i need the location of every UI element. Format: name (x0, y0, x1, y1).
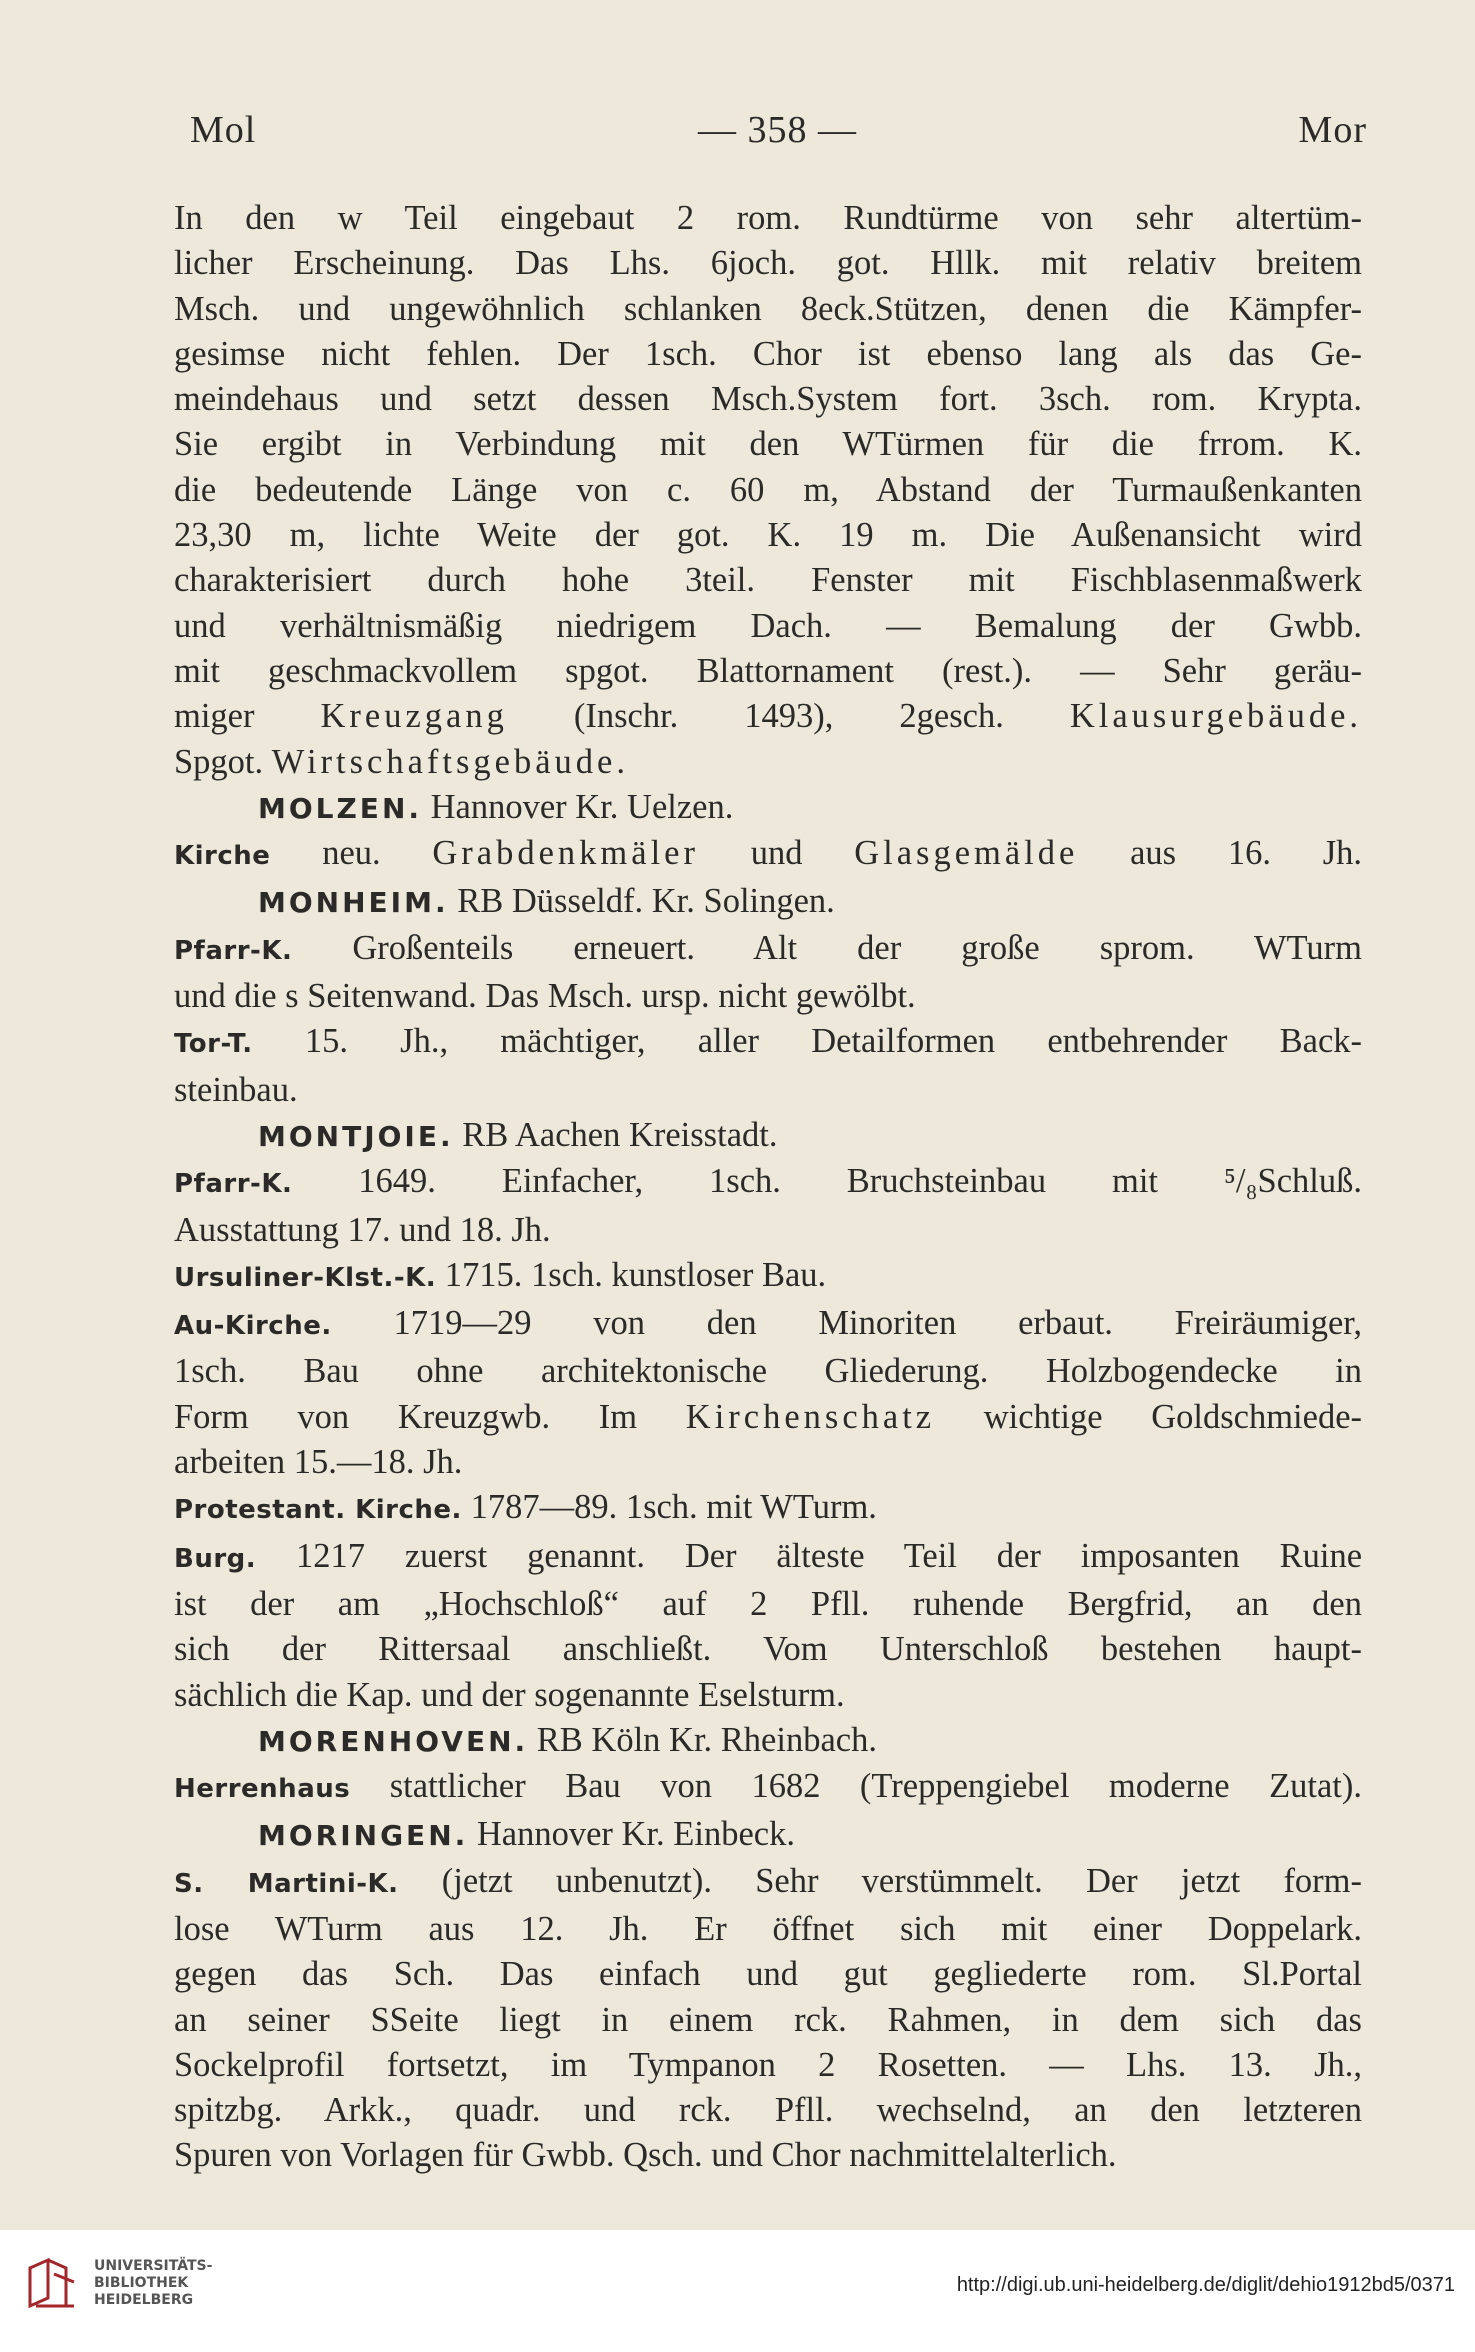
building-label: Burg. (174, 1543, 257, 1574)
text-line: Sockelprofil fortsetzt, im Tympanon 2 Rosetten. — Lhs. 13. Jh., (174, 2045, 1362, 2084)
permalink-url[interactable]: http://digi.ub.uni-heidelberg.de/diglit/dehio1912bd5/0371 (956, 2274, 1455, 2296)
text-line: licher Erscheinung. Das Lhs. 6joch. got. Hllk. mit relativ breitem (174, 244, 1362, 283)
text-line (174, 1159, 1362, 1207)
place-name: MONHEIM. (258, 886, 449, 920)
place-heading-montjoie (174, 1113, 1362, 1159)
text-line: meindehaus und setzt dessen Msch.System fort. 3sch. rom. Krypta. (174, 380, 1362, 419)
text-line (174, 740, 1362, 785)
text-line: an seiner SSeite liegt in einem rck. Rahmen, in dem sich das (174, 2000, 1362, 2039)
entry-text: 1719—29 von den Minoriten erbaut. Freiräumiger, (393, 1304, 1363, 1343)
building-label: S. Martini-K. (174, 1868, 399, 1899)
place-heading-morenhoven (174, 1718, 1362, 1764)
building-label: Kirche (174, 841, 271, 872)
library-name-line: UNIVERSITÄTS- (94, 2258, 213, 2274)
word: miger (174, 697, 255, 736)
text-line: sächlich die Kap. und der sogenannte Eselsturm. (174, 1675, 845, 1714)
place-heading-molzen (174, 785, 1362, 831)
place-name: MORENHOVEN. (258, 1724, 529, 1758)
word: Form von Kreuzgwb. Im (174, 1397, 638, 1436)
running-head (190, 108, 1367, 152)
place-region: RB Düsseldf. Kr. Solingen. (457, 882, 835, 921)
entry-text: 1787—89. 1sch. mit WTurm. (470, 1488, 877, 1527)
word: aus 16. Jh. (1130, 834, 1362, 873)
text-line (174, 1301, 1362, 1349)
text-line: lose WTurm aus 12. Jh. Er öffnet sich mit einer Doppelark. (174, 1909, 1362, 1948)
text-line: Msch. und ungewöhnlich schlanken 8eck.Stützen, denen die Kämpfer- (174, 289, 1362, 328)
word: Spgot. (174, 742, 264, 781)
spaced-term-kirchenschatz: Kirchenschatz (685, 1397, 936, 1436)
text-line (174, 1485, 1362, 1533)
spaced-term-grabdenkmaeler: Grabdenkmäler (432, 834, 699, 873)
text-line: arbeiten 15.—18. Jh. (174, 1443, 463, 1482)
text-line (174, 694, 1362, 739)
place-region: Hannover Kr. Uelzen. (430, 787, 734, 826)
text-line: ist der am „Hochschloß“ auf 2 Pfll. ruhende Bergfrid, an den (174, 1584, 1362, 1623)
place-name: MONTJOIE. (258, 1119, 454, 1153)
running-head-right: Mor (1298, 109, 1367, 151)
word: (Inschr. 1493), 2gesch. (573, 697, 1004, 736)
building-label: Au-Kirche. (174, 1311, 332, 1342)
entry-text: 1715. 1sch. kunstloser Bau. (444, 1255, 827, 1294)
spaced-term-klausurgebaeude: Klausurgebäude. (1069, 697, 1363, 736)
word: neu. (322, 834, 381, 873)
spaced-term-glasgemaelde: Glasgemälde (854, 834, 1079, 873)
library-name (94, 2258, 212, 2309)
word: und (750, 834, 803, 873)
text-line (174, 1019, 1362, 1067)
place-heading-monheim (174, 879, 1362, 925)
text-line (174, 1534, 1362, 1582)
text-line: Spuren von Vorlagen für Gwbb. Qsch. und Chor nachmittelalterlich. (174, 2136, 1117, 2175)
entry-text: 15. Jh., mächtiger, aller Detailformen entbehrender Back- (304, 1022, 1362, 1061)
place-heading-moringen (174, 1812, 1362, 1858)
text-line: steinbau. (174, 1070, 298, 1109)
text-line: charakterisiert durch hohe 3teil. Fenster mit Fischblasenmaßwerk (174, 561, 1362, 600)
spaced-term-wirtschaftsgebaeude: Wirtschaftsgebäude. (271, 742, 629, 781)
text-line (174, 1395, 1362, 1440)
place-name: MORINGEN. (258, 1819, 469, 1853)
entry-text: Großenteils erneuert. Alt der große sprom. WTurm (352, 928, 1362, 967)
text-line (174, 831, 1362, 879)
place-region: RB Aachen Kreisstadt. (462, 1115, 778, 1154)
body-text (174, 196, 1362, 2179)
spaced-term-kreuzgang: Kreuzgang (320, 697, 508, 736)
place-name: MOLZEN. (258, 791, 423, 825)
entry-text: stattlicher Bau von 1682 (Treppengiebel moderne Zutat). (389, 1767, 1362, 1806)
page-number: — 358 — (697, 109, 857, 151)
library-name-line: BIBLIOTHEK (94, 2275, 189, 2291)
text-line: Sie ergibt in Verbindung mit den WTürmen für die frrom. K. (174, 425, 1362, 464)
place-region: RB Köln Kr. Rheinbach. (536, 1720, 877, 1759)
text-line: 23,30 m, lichte Weite der got. K. 19 m. Die Außenansicht wird (174, 516, 1362, 555)
text-line: und die s Seitenwand. Das Msch. ursp. nicht gewölbt. (174, 977, 916, 1016)
text-line: mit geschmackvollem spgot. Blattornament (rest.). — Sehr geräu- (174, 651, 1362, 690)
building-label: Pfarr-K. (174, 935, 293, 966)
entry-text: 1217 zuerst genannt. Der älteste Teil der imposanten Ruine (296, 1536, 1363, 1575)
building-label: Pfarr-K. (174, 1169, 293, 1200)
place-region: Hannover Kr. Einbeck. (476, 1815, 795, 1854)
text-line (174, 1253, 1362, 1301)
text-line (174, 926, 1362, 974)
text-line: und verhältnismäßig niedrigem Dach. — Bemalung der Gwbb. (174, 606, 1362, 645)
library-logo-icon (22, 2254, 82, 2314)
text-line: sich der Rittersaal anschließt. Vom Unterschloß bestehen haupt- (174, 1630, 1362, 1669)
entry-text: (jetzt unbenutzt). Sehr verstümmelt. Der jetzt form- (441, 1861, 1362, 1900)
text-line (174, 1859, 1362, 1907)
text-line: Ausstattung 17. und 18. Jh. (174, 1210, 551, 1249)
text-line: die bedeutende Länge von c. 60 m, Abstand der Turmaußenkanten (174, 470, 1362, 509)
word: wichtige Goldschmiede- (983, 1397, 1362, 1436)
running-head-left: Mol (190, 109, 257, 151)
text-line: spitzbg. Arkk., quadr. und rck. Pfll. wechselnd, an den letzteren (174, 2091, 1362, 2130)
building-label: Ursuliner-Klst.-K. (174, 1262, 437, 1293)
building-label: Herrenhaus (174, 1774, 351, 1805)
building-label: Protestant. Kirche. (174, 1495, 462, 1526)
text-line: 1sch. Bau ohne architektonische Gliederung. Holzbogendecke in (174, 1352, 1362, 1391)
text-line (174, 1764, 1362, 1812)
text-line: gegen das Sch. Das einfach und gut gegliederte rom. Sl.Portal (174, 1955, 1362, 1994)
entry-text: 1649. Einfacher, 1sch. Bruchsteinbau mit ⁵/₈Schluß. (358, 1162, 1362, 1201)
text-line: In den w Teil eingebaut 2 rom. Rundtürme von sehr altertüm- (174, 199, 1362, 237)
library-name-line: HEIDELBERG (94, 2292, 194, 2308)
building-label: Tor-T. (174, 1029, 253, 1060)
text-line: gesimse nicht fehlen. Der 1sch. Chor ist ebenso lang als das Ge- (174, 334, 1362, 373)
viewer-footer (0, 2230, 1475, 2352)
